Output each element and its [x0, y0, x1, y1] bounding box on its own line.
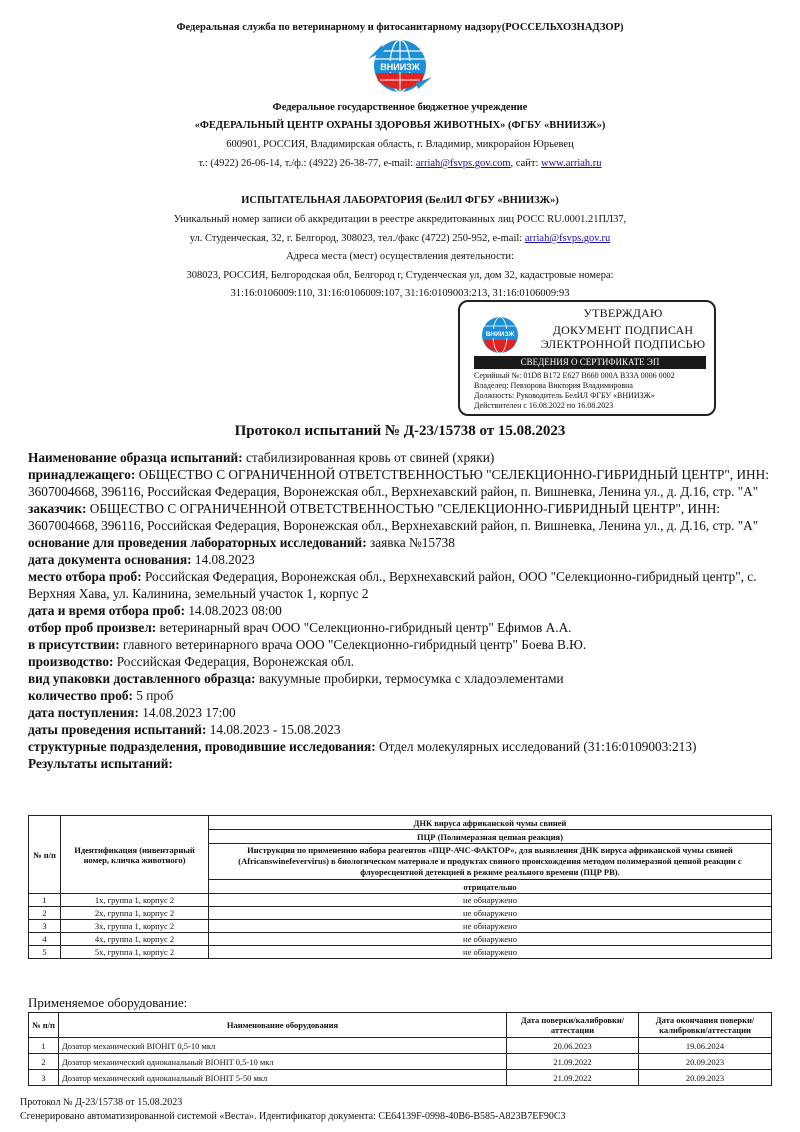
contacts-text: т.: (4922) 26-06-14, т./ф.: (4922) 26-38-77, e-mail: — [198, 158, 416, 169]
field-sample-name: Наименование образца испытаний: стабилизированная кровь от свиней (хряки) — [28, 450, 495, 465]
stamp-signed: ДОКУМЕНТ ПОДПИСАН — [552, 323, 694, 337]
table-row: 1 1х, группа 1, корпус 2 не обнаружено — [29, 894, 772, 907]
footer-protocol: Протокол № Д-23/15738 от 15.08.2023 — [20, 1097, 183, 1108]
table-row: 4 4х, группа 1, корпус 2 не обнаружено — [29, 933, 772, 946]
svg-text:ВНИИЗЖ: ВНИИЗЖ — [485, 331, 515, 338]
stamp-owner: Владелец: Певзорова Виктория Владимировна — [474, 381, 633, 390]
field-test-dates: даты проведения испытаний: 14.08.2023 - 15.08.2023 — [28, 722, 341, 737]
table-row: 1 Дозатор механический BIOHIT 0,5-10 мкл 20.06.2023 19.06.2024 — [29, 1038, 772, 1054]
table-row: 3 Дозатор механический одноканальный BIOHIT 5-50 мкл 21.09.2022 20.09.2023 — [29, 1070, 772, 1086]
lab-email-link[interactable]: arriah@fsvps.gov.ru — [524, 233, 611, 244]
institution-name: «ФЕДЕРАЛЬНЫЙ ЦЕНТР ОХРАНЫ ЗДОРОВЬЯ ЖИВОТНЫХ» (ФГБУ «ВНИИЗЖ») — [194, 120, 606, 131]
vniizzh-logo-icon — [360, 37, 440, 95]
stamp-signed-electronic: ЭЛЕКТРОННОЙ ПОДПИСЬЮ — [540, 337, 706, 351]
stamp-position: Должность: Руководитель БелИЛ ФГБУ «ВНИИЗЖ» — [474, 391, 655, 400]
field-sample-count: количество проб: 5 проб — [28, 688, 174, 703]
field-sampling-datetime: дата и время отбора проб: 14.08.2023 08:00 — [28, 603, 282, 618]
institution-contacts — [0, 156, 800, 172]
table-row: 2 Дозатор механический одноканальный BIOHIT 0,5-10 мкл 21.09.2022 20.09.2023 — [29, 1054, 772, 1070]
lab-address-text: ул. Студенческая, 32, г. Белгород, 308023, тел./факс (4722) 250-952, e-mail: — [189, 233, 525, 244]
table-row: 2 2х, группа 1, корпус 2 не обнаружено — [29, 907, 772, 920]
method-header: ПЦР (Полимеразная цепная реакция) — [209, 830, 772, 844]
eq-col-end: Дата окончания поверки/калибровки/аттестации — [639, 1013, 772, 1038]
stamp-valid: Действителен с 16.08.2022 по 16.08.2023 — [474, 401, 614, 410]
page-footer — [20, 1096, 566, 1124]
lab-address — [0, 231, 800, 247]
eq-col-num: № п/п — [29, 1013, 59, 1038]
results-heading: Результаты испытаний: — [28, 756, 173, 771]
norm-header: отрицательно — [209, 880, 772, 894]
equipment-header-row — [29, 1013, 772, 1038]
col-header-num: № п/п — [29, 816, 61, 894]
lab-name: ИСПЫТАТЕЛЬНАЯ ЛАБОРАТОРИЯ (БелИЛ ФГБУ «ВНИИЗЖ») — [241, 195, 559, 206]
results-header-row — [29, 816, 772, 830]
protocol-fields — [28, 449, 780, 772]
eq-col-name: Наименование оборудования — [59, 1013, 507, 1038]
stamp-cert-header: СВЕДЕНИЯ О СЕРТИФИКАТЕ ЭП — [474, 356, 706, 369]
eq-col-date: Дата поверки/калибровки/аттестации — [507, 1013, 639, 1038]
logo-text: ВНИИЗЖ — [380, 62, 420, 72]
stamp-serial: Серийный №: 01D8 B172 E627 B660 000A B33A 0006 0002 — [474, 371, 675, 380]
lab-activity-address: 308023, РОССИЯ, Белгородская обл, Белгород г, Студенческая ул, дом 32, кадастровые номера: — [186, 270, 614, 281]
stamp-cert-info — [474, 371, 675, 411]
institution-address: 600901, РОССИЯ, Владимирская область, г. Владимир, микрорайон Юрьевец — [226, 139, 574, 150]
field-customer: заказчик: ОБЩЕСТВО С ОГРАНИЧЕННОЙ ОТВЕТСТВЕННОСТЬЮ "СЕЛЕКЦИОННО-ГИБРИДНЫЙ ЦЕНТР", ИНН: 3607004668, 396116, Российская Федерация, Воронежская обл., Верхнехавский район, п. Вишневка, Ленина ул., д. Д.16, стр. "А" — [28, 501, 759, 533]
field-basis: основание для проведения лабораторных исследований: заявка №15738 — [28, 535, 455, 550]
institution-type: Федеральное государственное бюджетное учреждение — [272, 102, 528, 113]
equipment-heading: Применяемое оборудование: — [28, 995, 188, 1010]
target-header: ДНК вируса африканской чумы свиней — [209, 816, 772, 830]
field-production: производство: Российская Федерация, Воронежская обл. — [28, 654, 355, 669]
field-basis-date: дата документа основания: 14.08.2023 — [28, 552, 255, 567]
field-sampling-place: место отбора проб: Российская Федерация, Воронежская обл., Верхнехавский район, ООО "Селекционно-гибридный центр", с. Верхняя Хава, ул. Калинина, земельный участок 1, корпус 2 — [28, 569, 757, 601]
table-row: 3 3х, группа 1, корпус 2 не обнаружено — [29, 920, 772, 933]
field-packaging: вид упаковки доставленного образца: вакуумные пробирки, термосумка с хладоэлементами — [28, 671, 564, 686]
field-owner: принадлежащего: ОБЩЕСТВО С ОГРАНИЧЕННОЙ ОТВЕТСТВЕННОСТЬЮ "СЕЛЕКЦИОННО-ГИБРИДНЫЙ ЦЕНТР", ИНН: 3607004668, 396116, Российская Федерация, Воронежская обл., Верхнехавский район, п. Вишневка, Ленина ул., д. Д.16, стр. "А" — [28, 467, 769, 499]
equipment-table — [28, 1012, 772, 1086]
col-header-identification: Идентификация (инвентарный номер, кличка животного) — [61, 816, 209, 894]
agency-title: Федеральная служба по ветеринарному и фитосанитарному надзору(РОССЕЛЬХОЗНАДЗОР) — [176, 22, 624, 33]
site-prefix: , сайт: — [510, 158, 541, 169]
protocol-title: Протокол испытаний № Д-23/15738 от 15.08.2023 — [234, 423, 566, 439]
lab-cadastral: 31:16:0106009:110, 31:16:0106009:107, 31:16:0109003:213, 31:16:0106009:93 — [230, 288, 570, 299]
instruction-header: Инструкция по применению набора реагентов «ПЦР-АЧС-ФАКТОР», для выявления ДНК вируса африканской чумы свиней (Africanswinefevervirus) в биологическом материале и продуктах свиного происхождения методом полимеразной цепной реакции с флуоресцентной детекцией в режиме реального времени (ПЦР РВ). — [209, 844, 772, 880]
institution-email-link[interactable]: arriah@fsvps.gov.com — [415, 158, 511, 169]
lab-activity-label: Адреса места (мест) осуществления деятельности: — [286, 251, 514, 262]
results-table — [28, 815, 772, 959]
lab-accreditation: Уникальный номер записи об аккредитации в реестре аккредитованных лиц РОСС RU.0001.21ПЛ37, — [173, 214, 627, 225]
field-sampled-by: отбор проб произвел: ветеринарный врач ООО "Селекционно-гибридный центр" Ефимов А.А. — [28, 620, 572, 635]
table-row: 5 5х, группа 1, корпус 2 не обнаружено — [29, 946, 772, 959]
field-departments: структурные подразделения, проводившие исследования: Отдел молекулярных исследований (31:16:0109003:213) — [28, 739, 697, 754]
footer-generated: Сгенерировано автоматизированной системой «Веста». Идентификатор документа: CE64139F-0998-40B6-B585-A823B7EF90C3 — [20, 1111, 566, 1122]
e-signature-stamp — [458, 300, 716, 416]
stamp-approve: УТВЕРЖДАЮ — [583, 306, 663, 320]
vniizzh-stamp-logo-icon — [474, 314, 526, 356]
field-in-presence: в присутствии: главного ветеринарного врача ООО "Селекционно-гибридный центр" Боева В.Ю. — [28, 637, 587, 652]
field-received-date: дата поступления: 14.08.2023 17:00 — [28, 705, 236, 720]
institution-site-link[interactable]: www.arriah.ru — [541, 158, 602, 169]
